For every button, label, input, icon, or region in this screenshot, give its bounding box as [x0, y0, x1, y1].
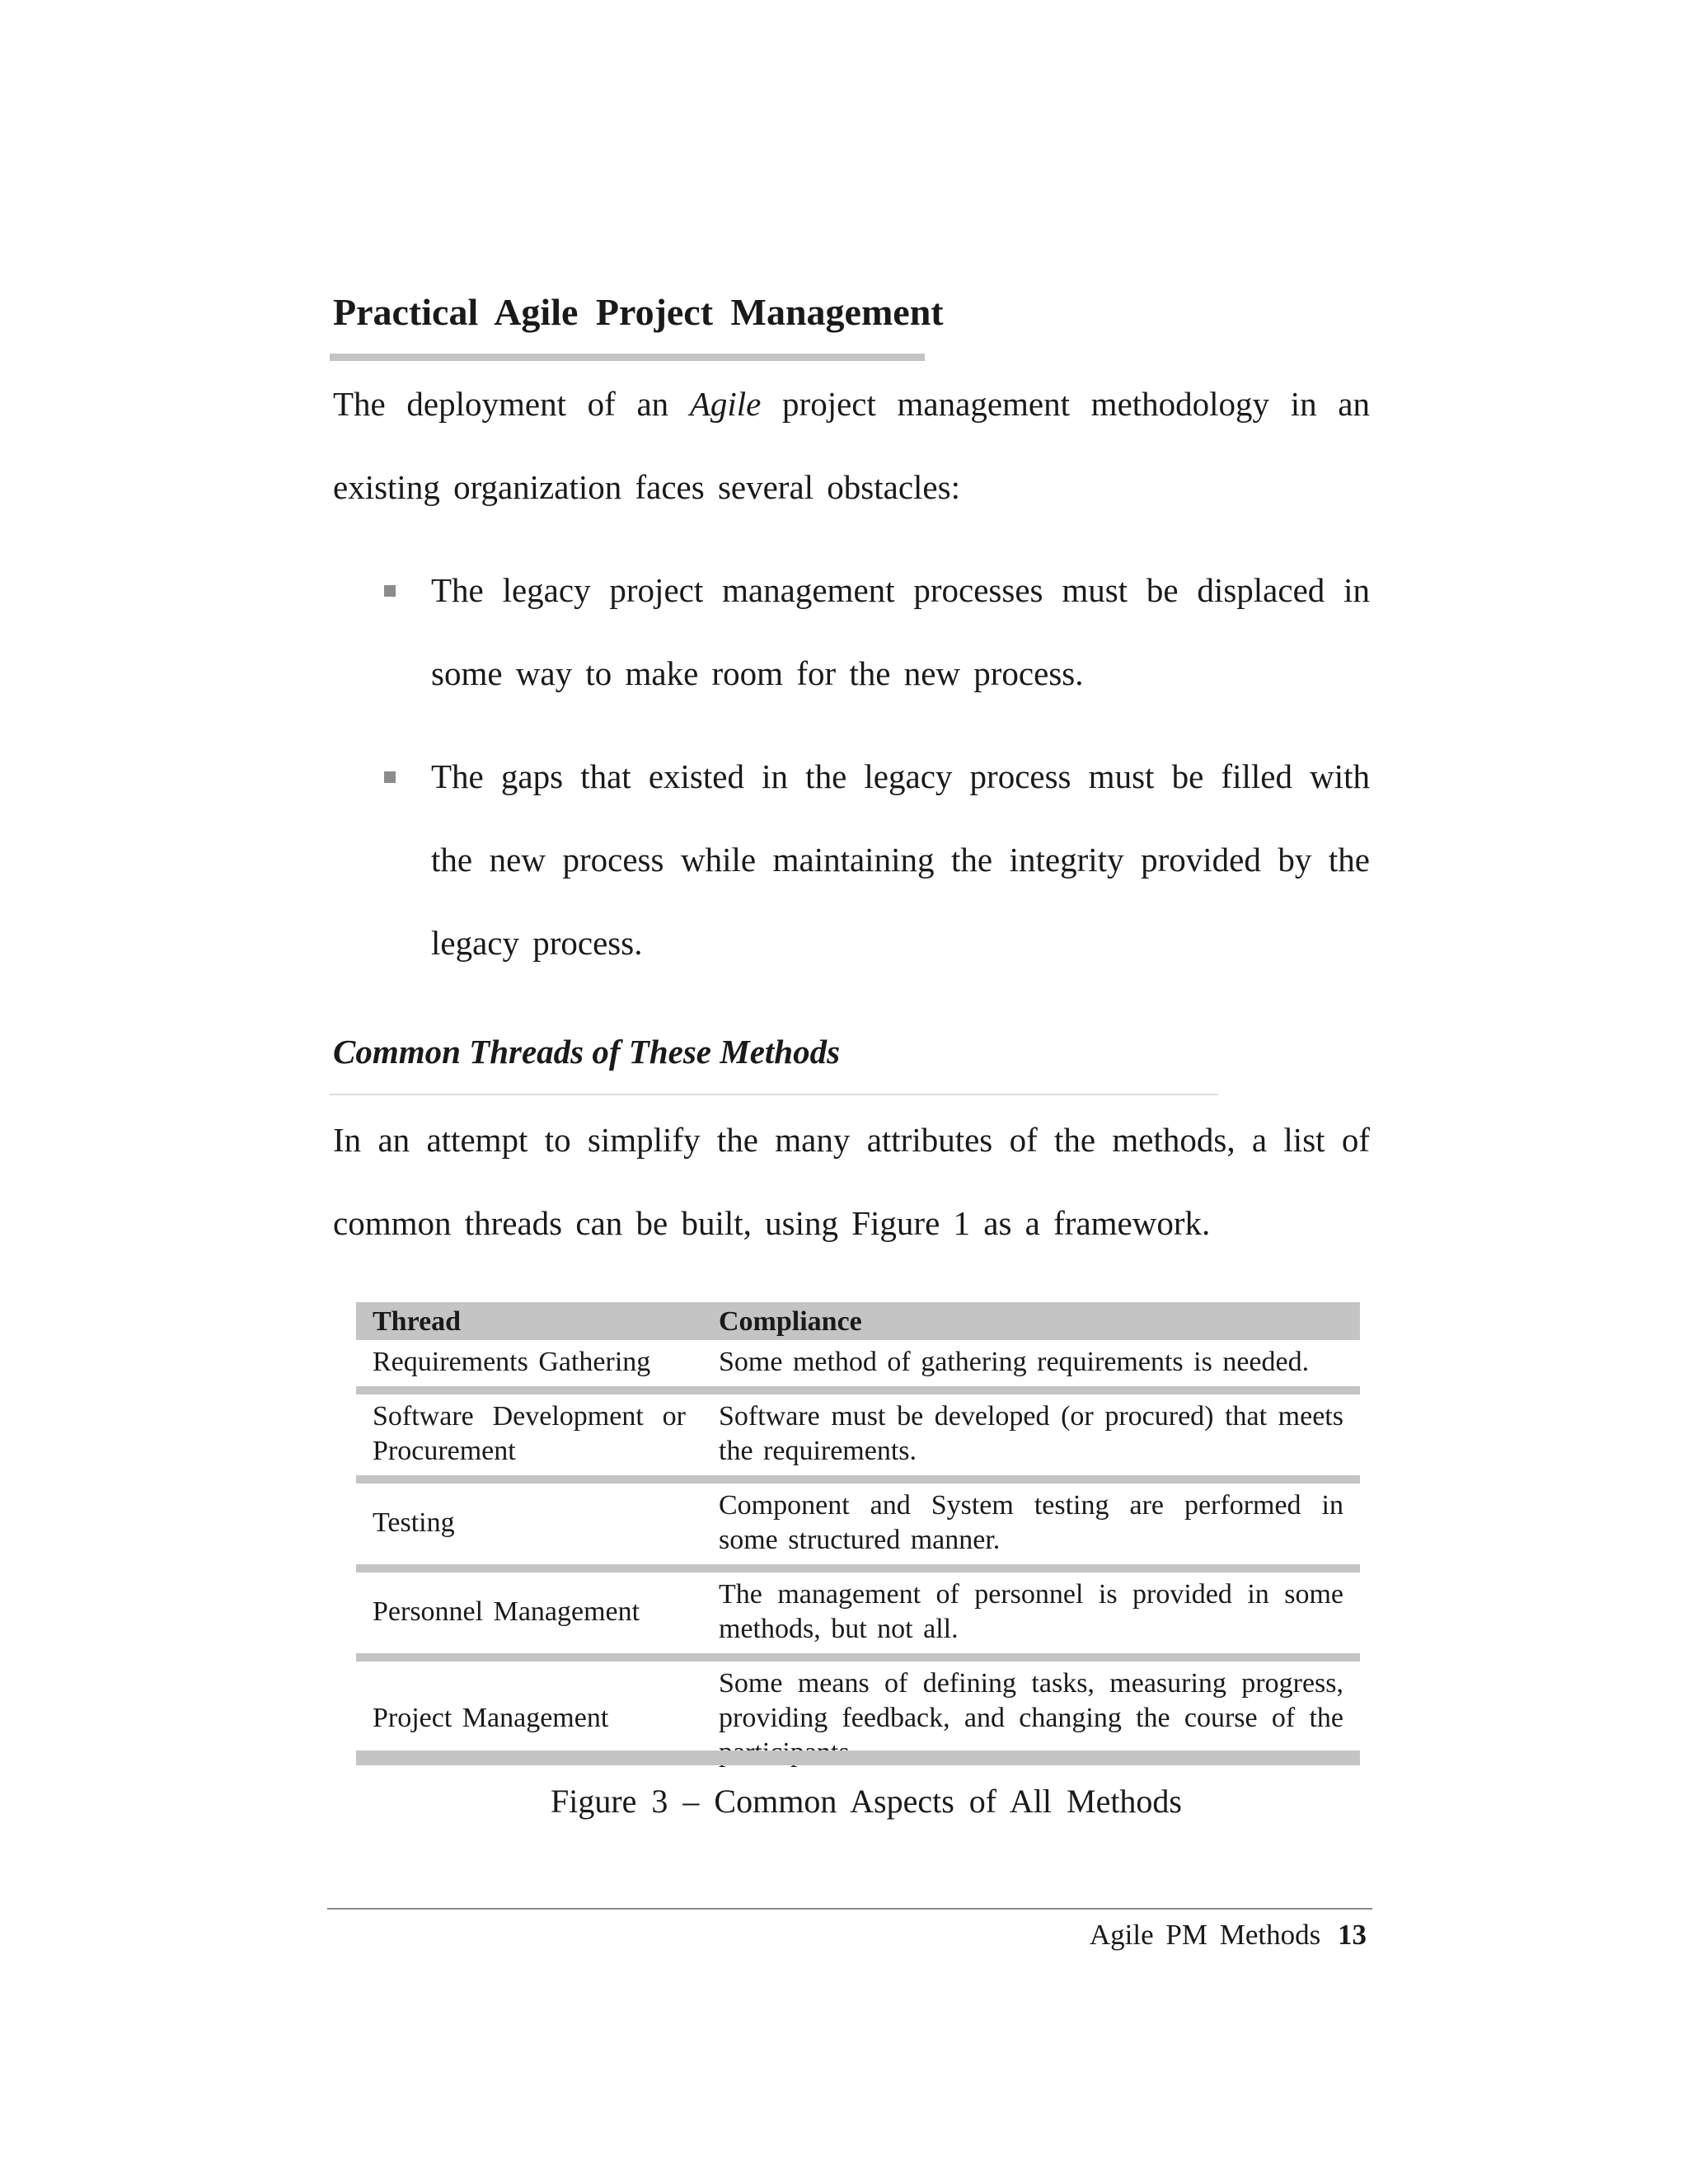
page-number: 13: [1338, 1919, 1367, 1951]
compliance-cell: Some method of gathering requirements is needed.: [719, 1347, 1310, 1377]
threads-paragraph: In an attempt to simplify the many attributes of the methods, a list of common threads can be built, using Figure 1 as a framework.: [333, 1121, 1370, 1242]
compliance-cell: Software must be developed (or procured) that meets the requirements.: [702, 1390, 1360, 1479]
list-item: [431, 735, 1370, 985]
intro-paragraph: [333, 363, 1370, 529]
table-row: [356, 1390, 1360, 1479]
figure-caption: Figure 3 – Common Aspects of All Methods: [551, 1783, 1182, 1820]
table-row: [356, 1479, 1360, 1568]
compliance-cell: The management of personnel is provided in some methods, but not all.: [702, 1568, 1360, 1657]
thread-cell: Project Management: [356, 1657, 702, 1777]
square-bullet-icon: [384, 585, 396, 597]
page-heading: Practical Agile Project Management: [333, 291, 944, 333]
compliance-cell: Some means of defining tasks, measuring progress, providing feedback, and changing the course of the: [702, 1657, 1360, 1777]
thread-cell: Testing: [356, 1479, 702, 1568]
heading-underline: [330, 354, 925, 361]
column-header-compliance: Compliance: [702, 1302, 1360, 1340]
intro-text-end: project management methodology in an existing organization faces several obstacles:: [333, 385, 1370, 506]
footer-divider: [327, 1908, 1372, 1910]
page-footer: [1090, 1919, 1367, 1952]
square-bullet-icon: [384, 771, 396, 783]
list-item-text: The legacy project management processes must be displaced in some way to make room for the new process.: [431, 571, 1370, 692]
table-bottom-border: [356, 1750, 1360, 1765]
table-row: [356, 1340, 1360, 1390]
intro-emphasis: Agile: [689, 385, 762, 423]
common-threads-table: [356, 1302, 1360, 1777]
column-header-thread: Thread: [356, 1302, 702, 1340]
table-row: [356, 1568, 1360, 1657]
list-item-text: The gaps that existed in the legacy process must be filled with the new process while maintaining the integrity provided by the legacy process.: [431, 757, 1370, 962]
list-item: [431, 549, 1370, 715]
section-subheading: Common Threads of These Methods: [333, 1033, 841, 1071]
thread-cell: Software Development or Procurement: [356, 1390, 702, 1479]
table-header-row: [356, 1302, 1360, 1340]
compliance-cell: Component and System testing are performed in some structured manner.: [702, 1479, 1360, 1568]
footer-title: Agile PM Methods: [1089, 1919, 1321, 1951]
thread-cell: Personnel Management: [356, 1568, 702, 1657]
thread-cell: Requirements Gathering: [373, 1347, 651, 1377]
subheading-underline: [330, 1094, 1218, 1095]
intro-text-start: The deployment of an: [333, 385, 690, 423]
